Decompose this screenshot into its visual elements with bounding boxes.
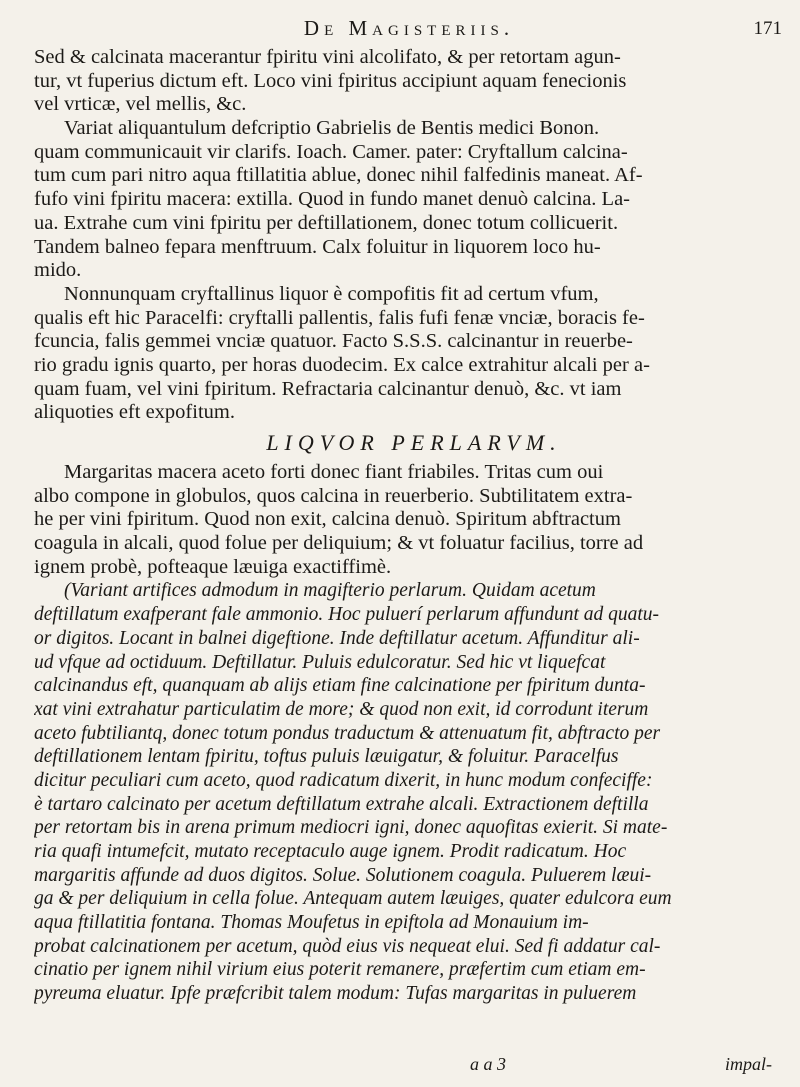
text-line: albo compone in globulos, quos calcina in reuerberio. Subtilitatem extra- <box>34 484 633 507</box>
text-line: calcinandus eft, quanquam ab alijs etiam fine calcinatione per fpiritum dunta- <box>34 675 646 697</box>
text-line: ga & per deliquium in cella folue. Antequam autem læuiges, quater edulcora eum <box>34 888 672 910</box>
text-line: aceto fubtiliantq, donec totum pondus traductum & attenuatum fit, abftracto per <box>34 722 661 744</box>
text-line: dicitur peculiari cum aceto, quod radicatum dixerit, in hunc modum confeciffe: <box>34 769 653 791</box>
text-line: Nonnunquam cryftallinus liquor è compofitis fit ad certum vfum, <box>64 282 599 305</box>
catchword: impal- <box>725 1054 772 1074</box>
text-line: ud vfque ad octiduum. Deftillatur. Puluis edulcoratur. Sed hic vt liquefcat <box>34 651 606 673</box>
text-line: fufo vini fpiritu macera: extilla. Quod in fundo manet denuò calcina. La- <box>34 188 631 211</box>
text-line: qualis eft hic Paracelfi: cryftalli pallentis, falis fufi fenæ vnciæ, boracis fe- <box>34 306 645 329</box>
signature-mark: a a 3 <box>470 1054 506 1074</box>
text-line: ria quafi intumefcit, mutato receptaculo auge ignem. Prodit radicatum. Hoc <box>34 841 627 862</box>
text-line: mido. <box>34 259 82 282</box>
text-line: Margaritas macera aceto forti donec fiant friabiles. Tritas cum oui <box>64 461 604 483</box>
text-line: tur, vt fuperius dictum eft. Loco vini fpiritus accipiunt aquam fenecionis <box>34 69 627 92</box>
text-line: Variat aliquantulum defcriptio Gabrielis de Bentis medici Bonon. <box>64 117 600 140</box>
text-line: aqua ftillatitia fontana. Thomas Moufetus in epiftola ad Monauium im- <box>34 912 589 934</box>
text-line: tum cum pari nitro aqua ftillatitia ablue, donec nihil falfedinis maneat. Af- <box>34 164 643 187</box>
text-line: deftillatum exafperant fale ammonio. Hoc puluerí perlarum affundunt ad quatu- <box>34 604 660 626</box>
text-line: deftillationem lentam fpiritu, toftus puluis læuigatur, & foluitur. Paracelfus <box>34 746 619 768</box>
text-line: ignem probè, pofteaque læuiga exactiffimè. <box>34 555 392 578</box>
text-line: coagula in alcali, quod folue per deliquium; & vt foluatur facilius, torre ad <box>34 532 644 555</box>
running-title: De Magisteriis. <box>303 16 515 40</box>
running-head <box>36 14 782 44</box>
text-line: aliquoties eft expofitum. <box>34 401 235 424</box>
text-line: vel vrticæ, vel mellis, &c. <box>34 93 247 116</box>
text-line: cinatio per ignem nihil virium eius poterit remanere, præfertim cum etiam em- <box>34 959 646 981</box>
text-line: Sed & calcinata macerantur fpiritu vini alcolifato, & per retortam agun- <box>34 46 621 68</box>
text-line: quam fuam, vel vini fpiritum. Refractaria calcinantur denuò, &c. vt iam <box>34 377 622 400</box>
text-line: xat vini extrahatur particulatim de more; & quod non exit, id corrodunt iterum <box>34 698 649 720</box>
text-line: or digitos. Locant in balnei digeftione. Inde deftillatur acetum. Affunditur ali- <box>34 627 640 649</box>
text-line: fcuncia, falis gemmei vnciæ quatuor. Facto S.S.S. calcinantur in reuerbe- <box>34 330 633 353</box>
section-heading: LIQVOR PERLARVM. <box>266 430 562 455</box>
text-line: Tandem balneo fepara menftruum. Calx foluitur in liquorem loco hu- <box>34 235 601 258</box>
text-line: per retortam bis in arena primum mediocri igni, donec aquofitas exierit. Si mate- <box>34 817 668 839</box>
text-line: (Variant artifices admodum in magifterio perlarum. Quidam acetum <box>64 580 596 602</box>
body-text <box>34 46 794 1006</box>
text-line: probat calcinationem per acetum, quòd eius vis nequeat elui. Sed fi addatur cal- <box>34 935 661 957</box>
text-line: rio gradu ignis quarto, per horas duodecim. Ex calce extrahitur alcali per a- <box>34 353 650 376</box>
text-line: è tartaro calcinato per acetum deftillatum extrahe alcali. Extractionem deftilla <box>34 793 649 815</box>
text-line: margaritis affunde ad duos digitos. Solue. Solutionem coagula. Puluerem læui- <box>34 864 652 886</box>
page-number: 171 <box>753 18 782 39</box>
text-line: ua. Extrahe cum vini fpiritu per deftillationem, donec totum collicuerit. <box>34 211 619 234</box>
text-line: he per vini fpiritum. Quod non exit, calcina denuò. Spiritum abftractum <box>34 508 621 531</box>
text-line: pyreuma eluatur. Ipfe præfcribit talem modum: Tufas margaritas in puluerem <box>34 983 637 1005</box>
text-line: quam communicauit vir clarifs. Ioach. Camer. pater: Cryftallum calcina- <box>34 140 628 163</box>
